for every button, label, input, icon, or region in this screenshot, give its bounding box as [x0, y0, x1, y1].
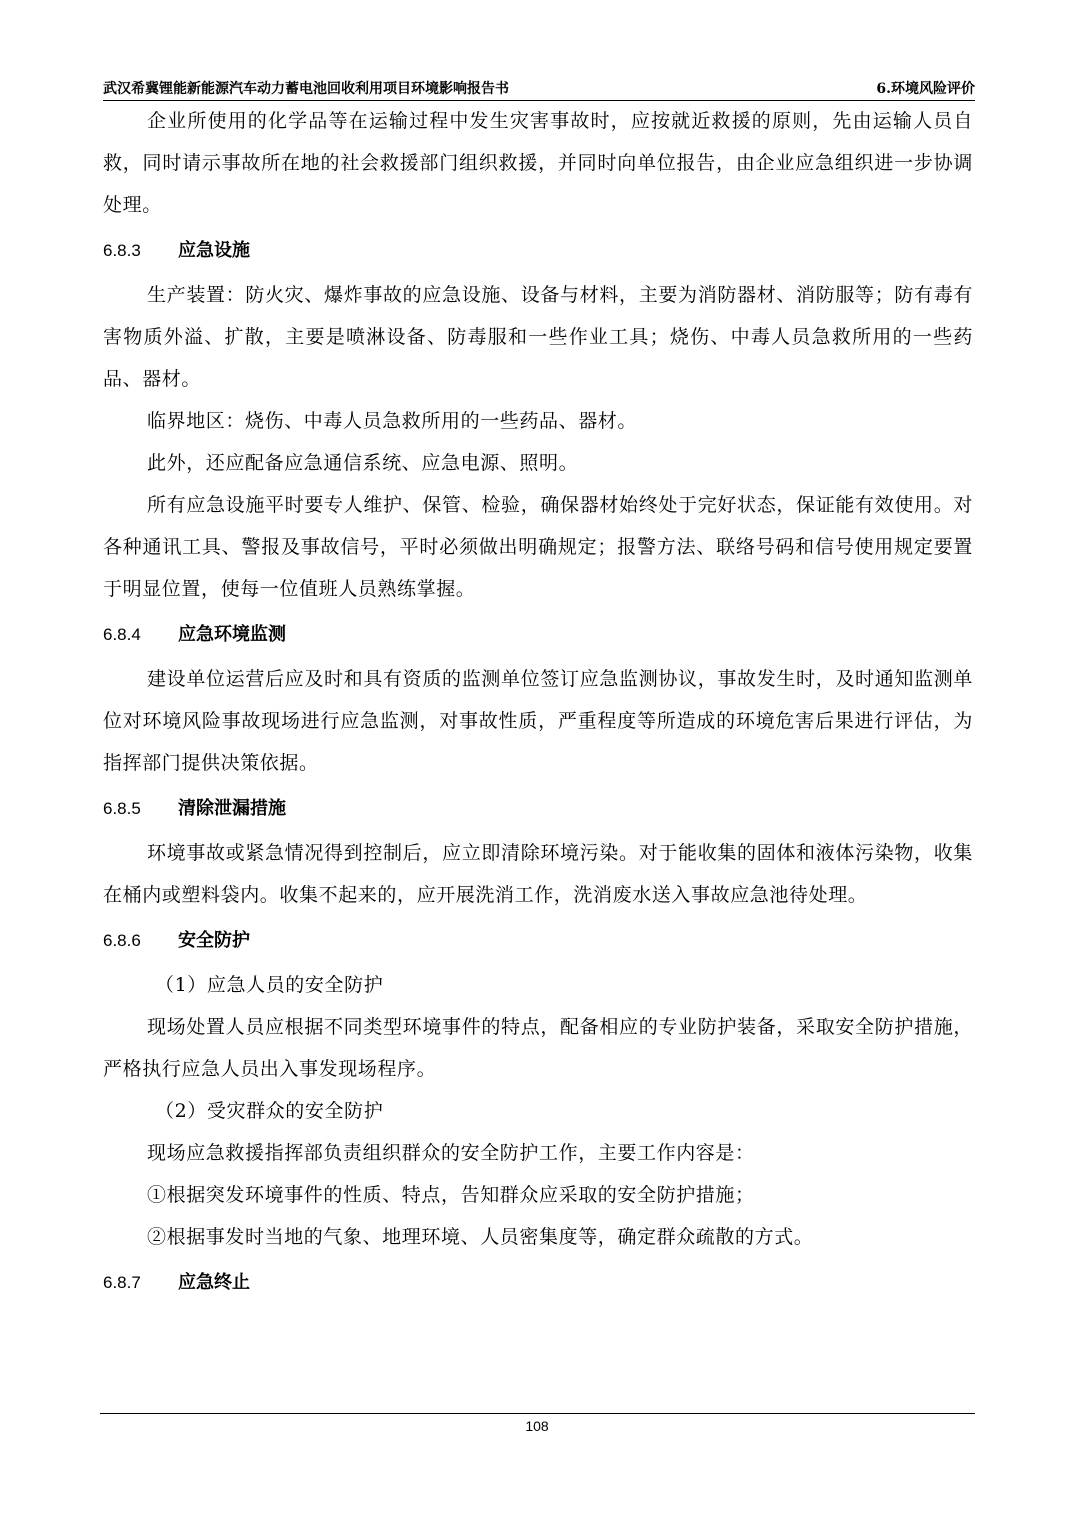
section-number: 6.8.6 — [103, 931, 141, 950]
section-heading-6-8-6 — [103, 916, 973, 964]
paragraph-production-facilities: 生产装置：防火灾、爆炸事故的应急设施、设备与材料，主要为消防器材、消防服等；防有毒有害物质外溢、扩散，主要是喷淋设备、防毒服和一些作业工具；烧伤、中毒人员急救所用的一些药品、器材。 — [103, 284, 973, 390]
list-item-protection-measures: ①根据突发环境事件的性质、特点，告知群众应采取的安全防护措施； — [147, 1184, 755, 1206]
subheading-responder-protection: （1）应急人员的安全防护 — [155, 974, 384, 996]
footer-divider — [100, 1413, 975, 1414]
section-title: 安全防护 — [178, 930, 250, 951]
paragraph-emergency-monitoring: 建设单位运营后应及时和具有资质的监测单位签订应急监测协议，事故发生时，及时通知监测单位对环境风险事故现场进行应急监测，对事故性质，严重程度等所造成的环境危害后果进行评估，为指挥部门提供决策依据。 — [103, 668, 973, 774]
paragraph-transport-accident: 企业所使用的化学品等在运输过程中发生灾害事故时，应按就近救援的原则，先由运输人员自救，同时请示事故所在地的社会救援部门组织救援，并同时向单位报告，由企业应急组织进一步协调处理。 — [103, 110, 973, 216]
paragraph-communication-power: 此外，还应配备应急通信系统、应急电源、照明。 — [147, 452, 579, 474]
paragraph-pollution-cleanup: 环境事故或紧急情况得到控制后，应立即清除环境污染。对于能收集的固体和液体污染物，收集在桶内或塑料袋内。收集不起来的，应开展洗消工作，洗消废水送入事故应急池待处理。 — [103, 842, 973, 906]
header-chapter-title: 6.环境风险评价 — [876, 81, 975, 97]
page-number: 108 — [525, 1418, 549, 1434]
section-number: 6.8.3 — [103, 241, 141, 260]
paragraph-responder-protection: 现场处置人员应根据不同类型环境事件的特点，配备相应的专业防护装备，采取安全防护措施，严格执行应急人员出入事发现场程序。 — [103, 1016, 973, 1080]
paragraph-critical-area: 临界地区：烧伤、中毒人员急救所用的一些药品、器材。 — [147, 410, 638, 432]
section-title: 清除泄漏措施 — [178, 798, 286, 819]
section-heading-6-8-7 — [103, 1258, 973, 1306]
section-heading-6-8-3 — [103, 226, 973, 274]
section-title: 应急环境监测 — [178, 624, 286, 645]
paragraph-public-protection: 现场应急救援指挥部负责组织群众的安全防护工作，主要工作内容是： — [147, 1142, 755, 1164]
page-content — [103, 100, 973, 1306]
page-header — [103, 76, 975, 101]
section-heading-6-8-4 — [103, 610, 973, 658]
subheading-public-protection: （2）受灾群众的安全防护 — [155, 1100, 384, 1122]
section-number: 6.8.7 — [103, 1273, 141, 1292]
list-item-evacuation: ②根据事发时当地的气象、地理环境、人员密集度等，确定群众疏散的方式。 — [147, 1226, 814, 1248]
paragraph-maintenance: 所有应急设施平时要专人维护、保管、检验，确保器材始终处于完好状态，保证能有效使用。对各种通讯工具、警报及事故信号，平时必须做出明确规定；报警方法、联络号码和信号使用规定要置于明显位置，使每一位值班人员熟练掌握。 — [103, 494, 973, 600]
section-number: 6.8.4 — [103, 625, 141, 644]
header-report-title: 武汉希冀锂能新能源汽车动力蓄电池回收利用项目环境影响报告书 — [103, 81, 509, 97]
section-number: 6.8.5 — [103, 799, 141, 818]
section-title: 应急设施 — [178, 240, 250, 261]
section-title: 应急终止 — [178, 1272, 250, 1293]
section-heading-6-8-5 — [103, 784, 973, 832]
